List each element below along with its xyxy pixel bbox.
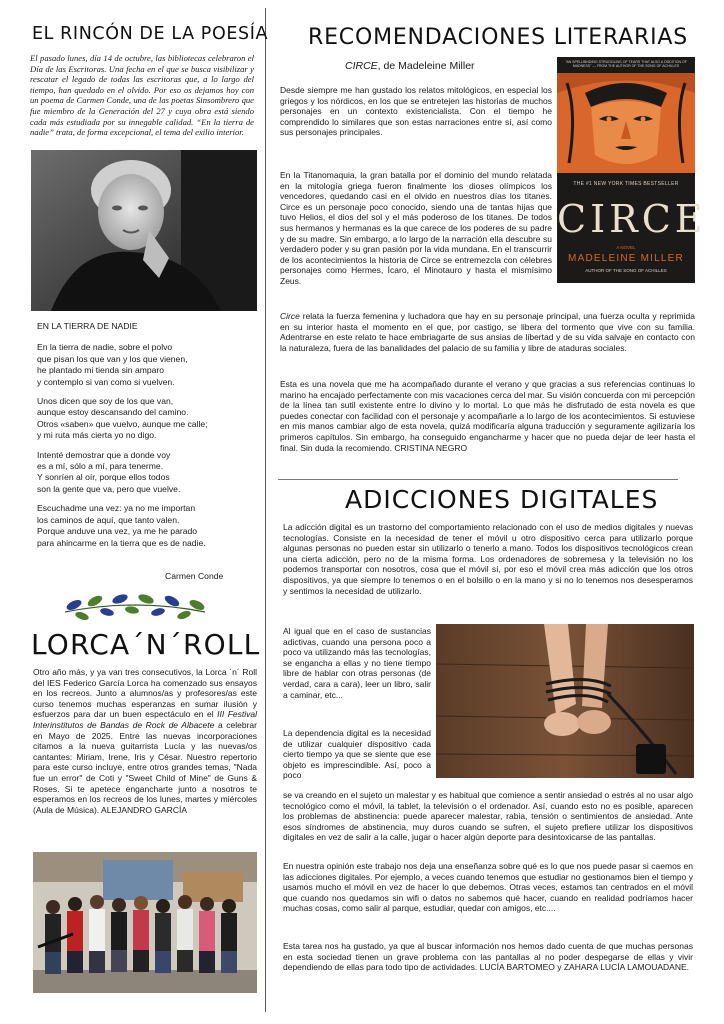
poem-author: Carmen Conde [165, 571, 224, 581]
poem-stanza [37, 503, 259, 549]
poem-block [37, 321, 259, 557]
poem-line: En la tierra de nadie, sobre el polvo [37, 342, 173, 353]
lorca-body [33, 667, 257, 815]
cover-novel-label: A NOVEL [616, 245, 636, 250]
poem-line: que pisan los que van y los que vienen, [37, 353, 188, 364]
poem-line: he plantado mi tienda sin amparo [37, 365, 165, 376]
book-cover [557, 57, 707, 283]
hands-cable-photo [436, 624, 694, 778]
cover-blurb: "AN SPELLBINDING STRUGGLING OF TEARS THAT ALSO A ODDITION OF MADNESS" — FROM THE AUTHOR OF THE SONG OF ACHILLES [565, 60, 687, 69]
cover-bestseller: THE #1 NEW YORK TIMES BESTSELLER [573, 181, 679, 187]
poem-line: para ahincarme en la tierra que es de nadie. [37, 537, 206, 548]
literary-para-3 [280, 311, 695, 353]
poem-line: Otros «saben» que vuelvo, aunque me calle; [37, 418, 208, 429]
digital-title: ADICCIONES DIGITALES [345, 485, 659, 514]
book-byline [345, 60, 475, 72]
poem-line: y mi ruta más cierta yo no digo. [37, 430, 157, 441]
poem-title: EN LA TIERRA DE NADIE [37, 321, 138, 331]
poem-line: Y sonríen al oír, porque ellos todos [37, 472, 170, 483]
poetry-title: EL RINCÓN DE LA POESÍA [32, 24, 269, 44]
cover-author: MADELEINE MILLER [568, 253, 684, 264]
digital-para-4: En nuestra opinión este trabajo nos deja una enseñanza sobre qué es lo que nos puede pasar si caemos en las adicciones digitales. Por ejemplo, a veces cuando tenemos que estudiar no gestionamos bien el tiempo y usamos mucho el móvil en vez de hacer lo que debemos. Otras veces, estamos tan centrados en el móvil que cuando nos quedamos sin wifi o datos no sabemos qué hacer, cuando en realidad podríamos hacer muchas cosas, como salir al parque, estudiar, quedar con amigos, etc.... [283, 861, 693, 914]
poem-line: Intenté demostrar que a donde voy [37, 449, 171, 460]
leaf-ornament-icon [60, 590, 210, 624]
lorca-body-text: Otro año más, y ya van tres consecutivos, la Lorca ´n´ Roll del IES Federico García Lorca ha comenzado sus ensayos en los recreos. Junto a alumnos/as y profesores/as este curso tenemos muchas esperanzas en sumar ilusión y esfuerzos para dar un buen espectáculo en el [33, 667, 257, 720]
book-title-inline: Circe [280, 311, 300, 321]
column-divider [265, 8, 266, 1012]
literary-para-3-text: relata la fuerza femenina y luchadora que hay en su personaje principal, una fuerza oculta y reprimida en su interior hasta el momento en el que, por castigo, se libera del tormento que vive con su familia. Adentrarse en este relato te hace embriagarte de sus ansias de libertad y de su vida salvaje en contacto con la naturaleza, fuera de las banalidades del palacio de su familia y libre de ataduras sociales. [280, 311, 695, 353]
lorca-title: LORCA´N´ROLL [31, 628, 261, 661]
literary-para-1: Desde siempre me han gustado los relatos mitológicos, en especial los griegos y los nórdicos, en los que se entretejen las historias de muchos personajes en un contexto existencialista. Con el tiempo he comprendido lo similares que son estas narraciones entre sí, así como sus personajes principales. [280, 85, 552, 138]
poem-line: es a mí, sólo a mí, para tenerme. [37, 461, 164, 472]
poem-stanza [37, 396, 259, 442]
section-divider [278, 479, 678, 480]
band-photo [33, 852, 257, 993]
poem-stanza [37, 342, 259, 388]
literary-title: RECOMENDACIONES LITERARIAS [308, 25, 689, 50]
cover-face-icon [557, 73, 695, 173]
cover-title: CIRCE [557, 197, 707, 241]
literary-para-2: En la Titanomaquia, la gran batalla por el dominio del mundo relatada en la mitología griega fueron finalmente los dioses olímpicos los vencedores, quedando casi en el olvido en nuestros días los titanes. Circe es un personaje poco conocido, siendo una de tantas hijas que tuvo Helios, el dios del sol y el más poderoso de los titanes. De todos sus hermanos y hermanas es la que carece de los poderes de su padre y de su madre. Sin embargo, a lo largo de la narración ella descubre su verdadero poder y su gran pasión por la vida mundana. En el transcurrir de los acontecimientos la historia de Circe se entremezcla con célebres personajes como Hermes, Ícaro, el Minotauro y hasta el mismísimo Zeus. [280, 170, 552, 286]
poet-portrait [31, 150, 257, 311]
cover-author-sub: AUTHOR OF THE SONG OF ACHILLES [585, 268, 667, 273]
digital-para-3a: La dependencia digital es la necesidad de utilizar cualquier dispositivo cada cierto tiempo ya que se siente que ese objeto es imprescindible. Así, poco a poco [283, 728, 431, 781]
poem-line: y contemplo si van como si vuelven. [37, 376, 175, 387]
book-author: , de Madeleine Miller [377, 60, 475, 72]
poetry-intro: El pasado lunes, día 14 de octubre, las bibliotecas celebraron el Día de las Escritoras. Una fecha en el que se busca visibilizar y rescatar el legado de todas las escritoras que, a lo largo del tiempo, han quedado en el olvido. Por eso os dejamos hoy con un poema de Carmen Conde, una de las poetas Sinsombrero que fue miembro de la Generación del 27 y cuya obra está siendo cada más estudiada por su innegable calidad. “En la tierra de nadie” trata, de forma excepcional, el tema del exilio interior. [30, 53, 254, 138]
poem-stanza [37, 450, 259, 496]
book-title: CIRCE [345, 60, 378, 72]
poem-line: Escuchadme una vez: ya no me importan [37, 503, 196, 514]
digital-para-2: Al igual que en el caso de sustancias adictivas, cuando una persona poco a poco va utilizando más las tecnologías, se engancha a ellas y no tiene tiempo libre de hablar con otras personas (de verdad, cara a cara), leer un libro, salir a caminar, etc... [283, 626, 431, 700]
literary-para-4: Esta es una novela que me ha acompañado durante el verano y que gracias a sus referencias continuas lo marino ha encajado perfectamente con mis vacaciones cerca del mar. Su visión concuerda con mi percepción de la línea tan sutil existente entre lo divino y lo mortal. Lo que más he disfrutado de esta novela es que puedes conectar con facilidad con el personaje y acompañarle a lo largo de los acontecimientos. Si estuviese en mis manos cambiar algo de esta novela, quizá modificaría alguna traducción y seguramente agilizaría los primeros capítulos. Sin embargo, ha conseguido engancharme y hacer que no pueda dejar de leer hasta el final. Sin duda la recomiendo. CRISTINA NEGRO [280, 379, 695, 453]
lorca-body-text: a celebrar en Mayo de 2025. Entre las nuevas incorporaciones citamos a la nueva guitarrista Lucía y las nuevas/os cantantes: Miriam, Irene, Iris y César. Nuestro repertorio para este curso incluye, entre otros grandes temas, "Nada fue un error" de Coti y "Sweet Child of Mine" de Guns & Roses. Si te apetece engancharte junto a nosotros te esperamos en los recreos de los lunes, martes y miércoles (Aula de Música). ALEJANDRO GARCÍA [33, 719, 257, 815]
poem-line: los caminos de aquí, que tanto valen. [37, 514, 180, 525]
poem-line: aunque estoy descansando del camino. [37, 407, 189, 418]
poem-line: son la gente que va, pero que vuelve. [37, 483, 181, 494]
digital-para-5: Esta tarea nos ha gustado, ya que al buscar información nos hemos dado cuenta de que muchas personas en esta sociedad tienen un grave problema con las pantallas al no poder despegarse de ellas y vivir dependiendo de ellas para todo tipo de actividades. LUCÍA BARTOMEO y ZAHARA LUCÍA LAMOUADANE. [283, 941, 693, 973]
festival-name: III Festival Interinstitutos de Bandas de Rock de Albacete [33, 709, 257, 730]
digital-para-1: La adicción digital es un trastorno del comportamiento relacionado con el uso de medios digitales y nuevas tecnologías. Consiste en la necesidad de tener el móvil u otro dispositivo cerca para utilizarlo porque algunas personas no pueden estar sin utilizarlo o tenerlo a mano. Todos los dispositivos tecnológicos crean una cierta adicción, pero no de la misma forma. Los ordenadores de sobremesa y la televisión no los podemos transportar con nosotros, cosa que el móvil sí, por eso el móvil crea más adicción que los otros dispositivos, ya que siempre lo tenemos o en el bolsillo o en la mano y si no lo tenemos nos desesperamos y sentimos la necesidad de utilizarlo. [283, 522, 693, 596]
poem-line: Unos dicen que soy de los que van, [37, 396, 174, 407]
digital-para-3b: se va creando en el sujeto un malestar y es habitual que comience a sentir ansiedad o estrés al no usar algo tecnológico como el móvil, la tablet, la televisión o el ordenador. Así, cuando esto no es posible, aparecen los problemas de abstinencia: puede aparecer malestar, rabia, tensión o sentimientos de ansiedad. Ante esos síndromes de abstinencia, muy duros cuando se sufren, el sujeto prefiere utilizar los dispositivos digitales en vez de salir a la calle, jugar o hacer algún deporte para desintoxicarse de las pantallas. [283, 790, 693, 843]
poem-line: Porque anduve una vez, ya me he parado [37, 526, 198, 537]
